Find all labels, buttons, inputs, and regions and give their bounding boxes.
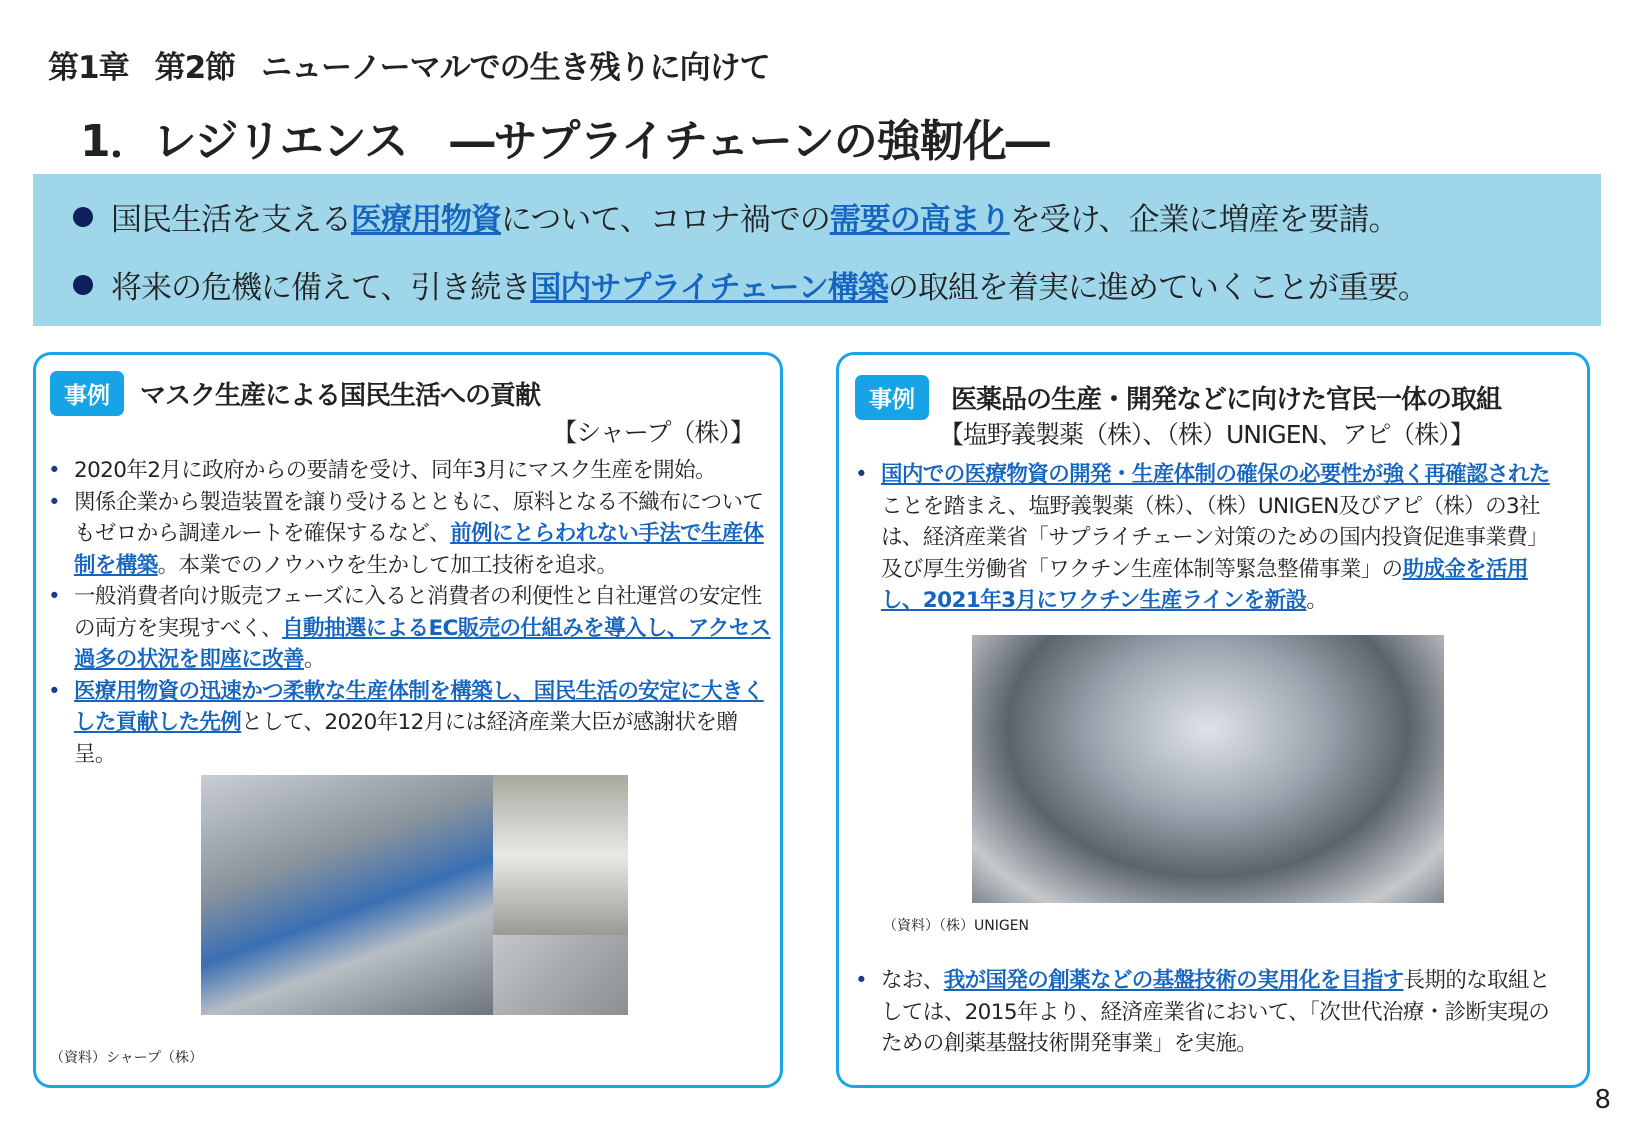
- highlight: 国内での医療物資の開発・生産体制の確保の必要性が強く再確認された: [881, 462, 1550, 487]
- page-number: 8: [1594, 1085, 1611, 1115]
- text: 2020年2月に政府からの要請を受け、同年3月にマスク生産を開始。: [74, 458, 716, 483]
- text: 長期的な取組としては、2015年より、経済産業省において、「次世代治療・診断実現のための創薬基盤技術開発事業」を実施。: [881, 968, 1550, 1056]
- text: 国民生活を支える: [111, 202, 351, 238]
- case-tag: 事例: [50, 371, 124, 416]
- highlight: 医療用物資: [351, 202, 501, 238]
- highlight: 前例にとらわれない手法で生産体制を構築: [74, 521, 764, 578]
- case-bullets: [853, 459, 1563, 617]
- case-heading: マスク生産による国民生活への貢献: [140, 381, 541, 411]
- list-item: [46, 676, 776, 771]
- text: 。: [1306, 588, 1328, 613]
- text: 。: [303, 647, 325, 672]
- machine-detail-photo: [493, 935, 628, 1015]
- bullet-icon: [73, 207, 93, 227]
- chapter-name: ニューノーマルでの生き残りに向けて: [261, 50, 770, 86]
- highlight: 国内サプライチェーン構築: [530, 270, 888, 306]
- mask-production-line-photo: [201, 775, 493, 1015]
- text: ことを踏まえ、塩野義製薬（株）、（株）UNIGEN及びアピ（株）の3社は、経済産業省「サプライチェーン対策のための国内投資促進事業費」及び厚生労働省「ワクチン生産体制等緊急整備事業」の: [881, 493, 1549, 582]
- text: なお、: [881, 968, 944, 993]
- text: を受け、企業に増産を要請。: [1009, 202, 1399, 238]
- workers-cleanroom-photo: [493, 775, 628, 935]
- case-tag: 事例: [855, 375, 929, 420]
- summary-point: [73, 262, 1428, 307]
- text: 一般消費者向け販売フェーズに入ると消費者の利便性と自社運営の安定性の両方を実現すべく、: [74, 584, 762, 641]
- text: 。本業でのノウハウを生かして加工技術を追求。: [157, 552, 618, 578]
- list-item: [46, 487, 776, 582]
- company-names: 【塩野義製薬（株）、（株）UNIGEN、アピ（株）】: [939, 420, 1474, 449]
- text: 関係企業から製造装置を譲り受けるとともに、原料となる不織布についてもゼロから調達ルートを確保するなど、: [74, 489, 764, 546]
- bullet-icon: [73, 275, 93, 295]
- chapter-header: [48, 42, 796, 87]
- text: として、2020年12月には経済産業大臣が感謝状を贈呈。: [74, 710, 738, 767]
- highlight: 我が国発の創薬などの基盤技術の実用化を目指す: [943, 968, 1404, 993]
- text: 将来の危機に備えて、引き続き: [111, 270, 531, 306]
- list-item: [46, 455, 776, 487]
- highlight: 需要の高まり: [829, 202, 1010, 238]
- section-number: 第2節: [154, 50, 236, 86]
- highlight: 医療用物資の迅速かつ柔軟な生産体制を構築し、国民生活の安定に大きくした貢献した先例: [74, 678, 764, 735]
- additional-bullets: [853, 965, 1563, 1060]
- case-bullets: [46, 455, 776, 770]
- summary-point: [73, 194, 1399, 239]
- page-title: 1．レジリエンス ―サプライチェーンの強靭化―: [80, 116, 1049, 167]
- source-note: （資料）シャープ（株）: [50, 1050, 204, 1066]
- vaccine-plant-tank-photo: [972, 635, 1444, 903]
- highlight: 助成金を活用し、2021年3月にワクチン生産ラインを新設: [881, 556, 1528, 613]
- list-item: [46, 581, 776, 676]
- highlight: 自動抽選によるEC販売の仕組みを導入し、アクセス過多の状況を即座に改善: [74, 615, 771, 672]
- company-name: 【シャープ（株）】: [552, 418, 754, 447]
- case-heading: 医薬品の生産・開発などに向けた官民一体の取組: [951, 385, 1502, 415]
- text: の取組を着実に進めていくことが重要。: [887, 270, 1428, 306]
- list-item: [853, 459, 1563, 617]
- text: について、コロナ禍での: [501, 202, 830, 238]
- chapter-number: 第1章: [48, 50, 129, 86]
- source-note: （資料）（株）UNIGEN: [883, 918, 1030, 934]
- case-box-sharp: [33, 352, 783, 1088]
- case-box-vaccine: [836, 352, 1590, 1088]
- summary-banner: [33, 174, 1601, 326]
- list-item: [853, 965, 1563, 1060]
